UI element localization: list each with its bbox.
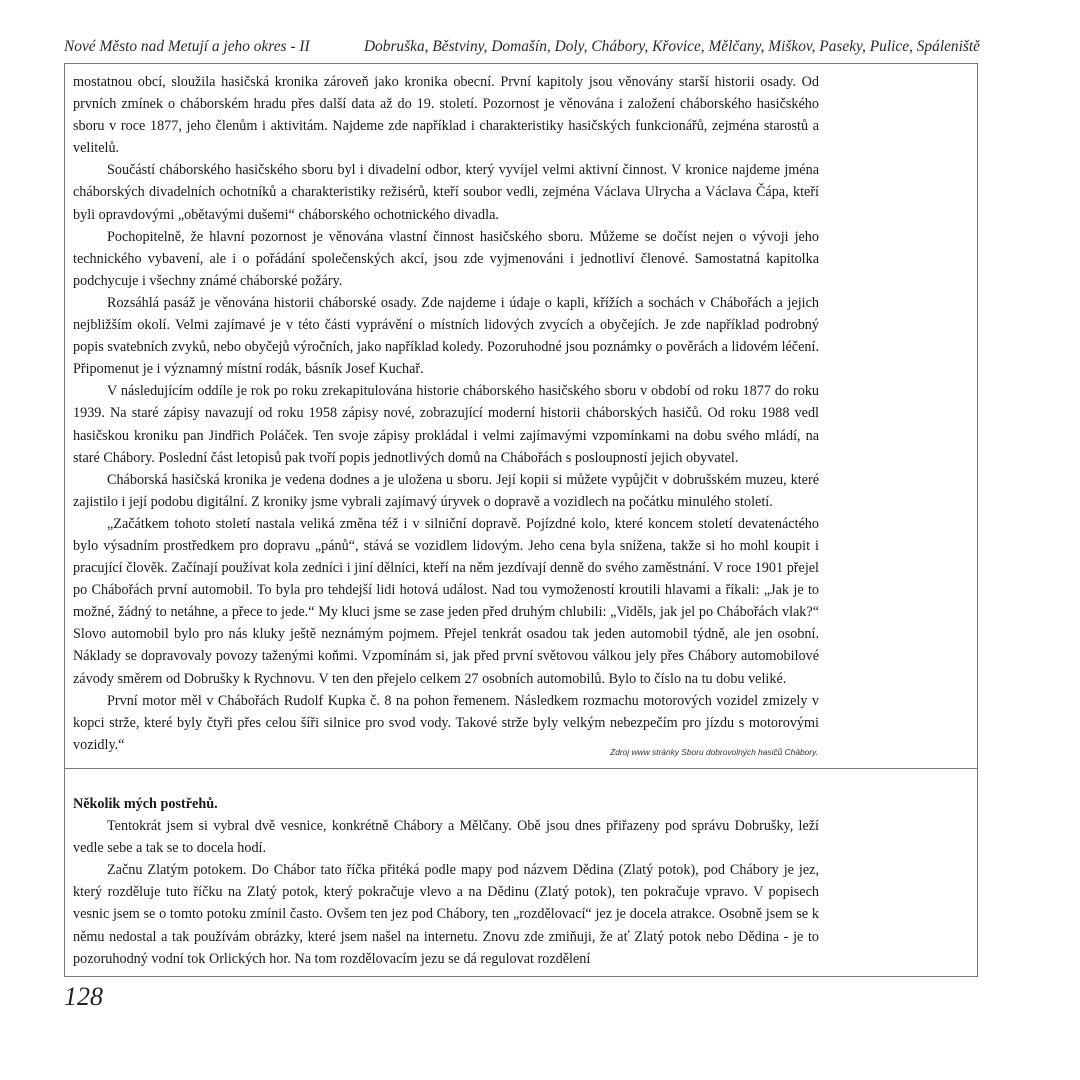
paragraph: V následujícím oddíle je rok po roku zrekapitulována historie cháborského hasičského sboru v období od roku 1877 do roku 1939. Na staré zápisy navazují od roku 1958 zápisy nové, zobrazující moderní historii cháborských hasičů. Od roku 1988 vedl hasičskou kroniku pan Jindřich Poláček. Ten svoje zápisy prokládal i velmi zajímavými vzpomínkami na dobu svého mládí, na staré Chábory. Poslední část letopisů pak tvoří popis jednotlivých domů na Chábořách s posloupností jejich obyvatel.: [73, 383, 819, 466]
paragraph: Tentokrát jsem si vybral dvě vesnice, konkrétně Chábory a Mělčany. Obě jsou dnes přiřazeny pod správu Dobrušky, leží vedle sebe a tak se to docela hodí.: [73, 818, 819, 857]
source-note: Zdroj www stránky Sboru dobrovolných hasičů Chábory.: [610, 747, 818, 757]
observations-text-block: [73, 793, 819, 970]
paragraph: Začnu Zlatým potokem. Do Chábor tato říčka přitéká podle mapy pod názvem Dědina (Zlatý potok), pod Chábory je jez, který rozděluje tuto říčku na Zlatý potok, který pokračuje vlevo a na Dědinu (Zlatý potok), ten pokračuje vpravo. V popisech vesnic jsem se o tomto potoku zmínil často. Ovšem ten jez pod Chábory, ten „rozdělovací“ jez je docela atrakce. Osobně jsem se k němu nedostal a tak používám obrázky, které jsem našel na internetu. Znovu zde zmiňuji, že ať Zlatý potok nebo Dědina - je to pozoruhodný vodní tok Orlických hor. Na tom rozdělovacím jezu se dá regulovat rozdělení: [73, 862, 819, 967]
paragraph: Pochopitelně, že hlavní pozornost je věnována vlastní činnost hasičského sboru. Můžeme se dočíst nejen o vývoji jeho technického vybavení, ale i o pořádání společenských akcí, jsou zde vyjmenováni i jednotliví členové. Samostatná kapitolka podchycuje i všechny známé cháborské požáry.: [73, 228, 819, 289]
page-number: 128: [64, 982, 103, 1011]
quoted-paragraph: „Začátkem tohoto století nastala veliká změna též i v silniční dopravě. Pojízdné kolo, které koncem století devatenáctého bylo výsadním prostředkem pro dopravu „pánů“, stává se vozidlem lidovým. Jeho cena byla snížena, takže si ho mohl koupit i pracující člověk. Začínají používat kola zedníci i jiní dělníci, kteří na něm jezdívají denně do svého zaměstnání. V roce 1901 přejel po Chábořách první automobil. To byla pro tehdejší lidi hotová událost. Nad tou vymožeností kroutili hlavami a říkali: „Jak je to možné, žádný to netáhne, a přece to jede.“ My kluci jsme se zase jeden před druhým chlubili: „Viděls, jak jel po Chábořách vlak?“ Slovo automobil bylo pro nás kluky ještě neznámým pojmem. Přejel tenkrát osadou tak jeden automobil týdně, ale jen osobní. Náklady se dopravovaly povozy taženými koňmi. Vzpomínám si, jak před první světovou válkou jely přes Chábory automobilové závody směrem od Dobrušky k Rychnovu. V ten den přejelo celkem 27 osobních automobilů. Bylo to číslo na tu dobu veliké.: [73, 515, 819, 687]
header-chapter-places: Dobruška, Běstviny, Domašín, Doly, Chábory, Křovice, Mělčany, Miškov, Paseky, Pulice, Spáleniště: [363, 38, 980, 55]
paragraph: Součástí cháborského hasičského sboru byl i divadelní odbor, který vyvíjel velmi aktivní činnost. V kronice najdeme jména cháborských divadelních ochotníků a charakteristiky režisérů, kteří soubor vedli, zejména Václava Ulrycha a Václava Čápa, kteří byli opravdovými „obětavými dušemi“ cháborského ochotnického divadla.: [73, 162, 819, 223]
paragraph: Cháborská hasičská kronika je vedena dodnes a je uložena u sboru. Její kopii si můžete vypůjčit v dobrušském muzeu, které zajistilo i její podobu digitální. Z kroniky jsme vybrali zajímavý úryvek o dopravě a vozidlech na počátku minulého století.: [73, 471, 819, 510]
section-heading: Několik mých postřehů.: [73, 796, 218, 812]
quoted-paragraph: První motor měl v Chábořách Rudolf Kupka č. 8 na pohon řemenem. Následkem rozmachu motorových vozidel zmizely v kopci strže, které byly čtyři přes celou šíři silnice pro svod vody. Takové strže byly velkým nebezpečím pro jízdu s motorovými vozidly.“: [73, 692, 819, 753]
chronicle-text-block: [73, 71, 819, 756]
paragraph: mostatnou obcí, sloužila hasičská kronika zároveň jako kronika obecní. První kapitoly jsou věnovány starší historii osady. Od prvních zmínek o cháborském hradu přes další data až do 19. století. Pozornost je věnována i založení cháborského hasičského sboru v roce 1877, jeho členům i aktivitám. Najdeme zde například i charakteristiky hasičských funkcionářů, zejména starostů a velitelů.: [73, 74, 819, 157]
header-book-title: Nové Město nad Metují a jeho okres - II: [64, 38, 310, 55]
running-header: [64, 38, 980, 58]
paragraph: Rozsáhlá pasáž je věnována historii cháborské osady. Zde najdeme i údaje o kapli, křížích a sochách v Chábořách a jejich nejbližším okolí. Velmi zajímavé je v této části vyprávění o místních lidových zvycích a obyčejích. Je zde například podrobný popis svatebních zvyků, nebo obyčejů výročních, jako například koledy. Pozoruhodné jsou poznámky o pověrách a lidovém léčení. Připomenut je i významný místní rodák, básník Josef Kuchař.: [73, 294, 819, 378]
section-divider: [64, 768, 978, 769]
